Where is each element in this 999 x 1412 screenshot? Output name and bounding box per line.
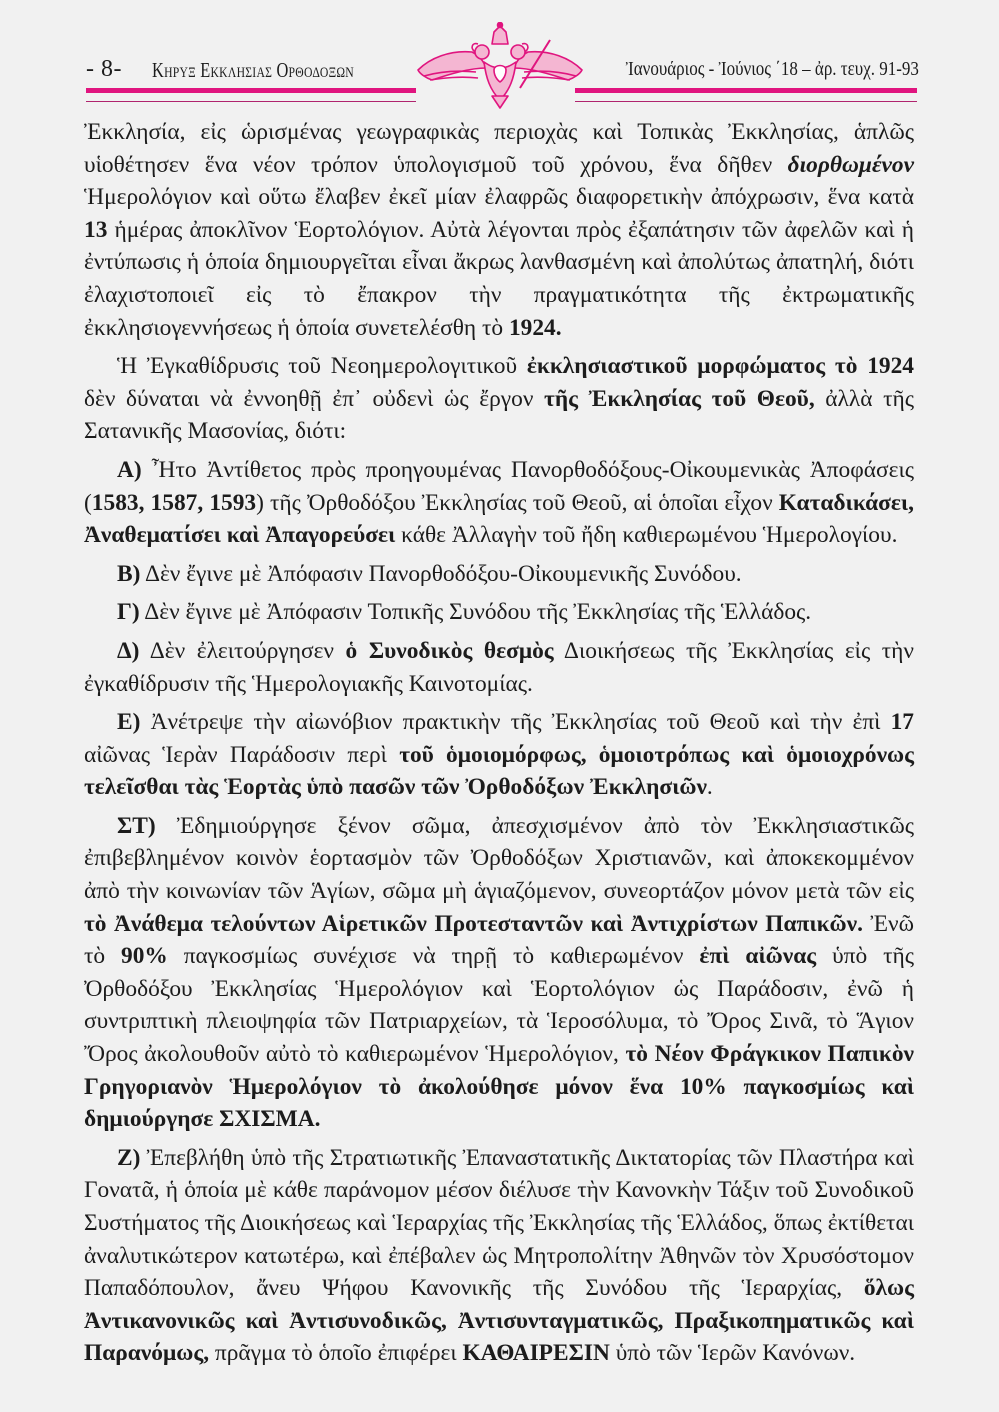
paragraph <box>84 810 914 1136</box>
bold-text: ἐπὶ αἰῶνας <box>699 943 817 970</box>
bold-text: ὅλως Ἀντικανονικῶς καὶ Ἀντισυνοδικῶς, Ἀντισυνταγματικῶς, Πραξικοπηματικῶς καὶ Παρανόμως, <box>84 1275 914 1367</box>
bold-italic-text: διορθωμένον <box>787 151 914 178</box>
bold-text: τῆς Ἐκκλησίας τοῦ Θεοῦ, <box>544 385 815 412</box>
text-run: ἡμέρας ἀποκλῖνον Ἑορτολόγιον. Αὐτὰ λέγονται πρὸς ἐξαπάτησιν τῶν ἀφελῶν καὶ ἡ ἐντύπωσις ἡ ὁποία δημιουργεῖται εἶναι ἄκρως λανθασμένη καὶ ἀπολύτως ἀπατηλή, διότι ἐλαχιστοποιεῖ εἰς τὸ ἔπακρον τὴν πραγματικότητα τῆς ἐκτρωματικῆς ἐκκλησιογεννήσεως ἡ ὁποία συνετελέσθη τὸ <box>84 216 914 341</box>
bold-text: ὁ Συνοδικὸς θεσμὸς <box>345 637 554 664</box>
text-run: ἀλλὰ τῆς Σατανικῆς Μασονίας, διότι: <box>84 385 914 445</box>
paragraph <box>84 350 914 448</box>
bold-text: 1924. <box>508 314 562 341</box>
text-run: Ἦτο Ἀντίθετος πρὸς προηγουμένας Πανορθοδόξους-Οἰκουμενικὰς Ἀποφάσεις ( <box>84 456 914 516</box>
text-run: Διοικήσεως τῆς Ἐκκλησίας εἰς τὴν ἐγκαθίδρυσιν τῆς Ἡμερολογιακῆς Καινοτομίας. <box>84 637 914 697</box>
text-run: Ἐνῶ τὸ <box>84 910 914 970</box>
text-run: Ἀνέτρεψε τὴν αἰωνόβιον πρακτικὴν τῆς Ἐκκλησίας τοῦ Θεοῦ καὶ τὴν ἐπὶ <box>140 709 891 736</box>
bold-text: Καταδικάσει, Ἀναθεματίσει καὶ Ἀπαγορεύσει <box>84 489 914 549</box>
text-run: Ἡμερολόγιον καὶ οὕτω ἔλαβεν ἐκεῖ μίαν ἐλαφρῶς διαφορετικὴν ἀπόχρωσιν, ἕνα κατὰ <box>84 184 914 211</box>
header-thin-rule-left <box>86 101 416 102</box>
text-run: κάθε Ἀλλαγὴν τοῦ ἤδη καθιερωμένου Ἡμερολογίου. <box>395 522 898 549</box>
bold-text: 17 <box>890 709 914 736</box>
article-body <box>84 116 914 1376</box>
bold-text: τὸ Νέον Φράγκικον Παπικὸν Γρηγοριανὸν Ἡμερολόγιον τὸ ἀκολούθησε μόνον ἕνα 10% παγκοσμίως καὶ δημιούργησε ΣΧΙΣΜΑ. <box>84 1041 914 1133</box>
page-header <box>0 0 999 115</box>
issue-info: Ἰανουάριος - Ἰούνιος ΄18 – ἀρ. τευχ. 91-93 <box>625 58 919 80</box>
text-run: ὑπὸ τῶν Ἱερῶν Κανόνων. <box>609 1340 856 1367</box>
text-run: ὑπὸ τῆς Ὀρθοδόξου Ἐκκλησίας Ἡμερολόγιον καὶ Ἑορτολόγιον ὡς Παράδοσιν, ἐνῶ ἡ συντριπτικὴ πλειοψηφία τῶν Πατριαρχείων, τὰ Ἱεροσόλυμα, τὸ Ὄρος Σινᾶ, τὸ Ἅγιον Ὄρος ἀκολουθοῦν αὐτὸ τὸ καθιερωμένον Ἡμερολόγιον, <box>84 943 914 1068</box>
bold-text: 1583, 1587, 1593 <box>91 489 257 516</box>
header-rule-left <box>86 88 416 93</box>
text-run: δὲν δύναται νὰ ἐννοηθῇ ἐπ᾽ οὐδενὶ ὡς ἔργον <box>84 385 545 412</box>
text-run: αἰῶνας Ἱερὰν Παράδοσιν περὶ <box>84 741 400 768</box>
text-run: πρᾶγμα τὸ ὁποῖο ἐπιφέρει <box>209 1340 463 1367</box>
double-headed-eagle-icon <box>410 22 590 110</box>
bold-text: ΚΑΘΑΙΡΕΣΙΝ <box>462 1340 610 1367</box>
bold-text: Β) <box>117 560 141 587</box>
text-run: Δὲν ἐλειτούργησεν <box>139 637 346 664</box>
bold-text: 90% <box>121 943 168 970</box>
bold-text: Δ) <box>117 637 140 664</box>
paragraph <box>84 635 914 700</box>
paragraph <box>84 558 914 591</box>
bold-text: τοῦ ὁμοιομόρφως, ὁμοιοτρόπως καὶ ὁμοιοχρόνως τελεῖσθαι τὰς Ἑορτὰς ὑπὸ πασῶν τῶν Ὀρθοδόξων Ἐκκλησιῶν <box>84 741 915 801</box>
bold-text: Ε) <box>117 709 141 736</box>
bold-text: Γ) <box>117 599 140 626</box>
paragraph <box>84 596 914 629</box>
paragraph <box>84 454 914 552</box>
bold-text: ΣΤ) <box>117 812 156 839</box>
header-rule-right <box>575 88 917 93</box>
text-run: ) τῆς Ὀρθοδόξου Ἐκκλησίας τοῦ Θεοῦ, αἱ ὁποῖαι εἶχον <box>256 489 779 516</box>
bold-text: τὸ Ἀνάθεμα τελούντων Αἱρετικῶν Προτεσταντῶν καὶ Ἀντιχρίστων Παπικῶν. <box>84 910 863 937</box>
text-run: Ἐδημιούργησε ξένον σῶμα, ἀπεσχισμένον ἀπὸ τὸν Ἐκκλησιαστικῶς ἐπιβεβλημένον κοινὸν ἑορτασμὸν τῶν Ὀρθοδόξων Χριστιανῶν, καὶ ἀποκεκομμένον ἀπὸ τὴν κοινωνίαν τῶν Ἁγίων, σῶμα μὴ ἁγιαζόμενον, συνεορτάζον μόνον μετὰ τῶν εἰς <box>84 812 914 905</box>
bold-text: ἐκκλησιαστικοῦ μορφώματος τὸ 1924 <box>526 353 914 380</box>
text-run: Ἐκκλησία, εἰς ὡρισμένας γεωγραφικὰς περιοχὰς καὶ Τοπικὰς Ἐκκλησίας, ἁπλῶς υἱοθέτησεν ἕνα νέον τρόπον ὑπολογισμοῦ τοῦ χρόνου, ἕνα δῆθεν <box>84 119 914 178</box>
bold-text: 13 <box>84 216 108 243</box>
journal-title: Κηρυξ Εκκλησιας Ορθοδοξων <box>152 58 354 82</box>
text-run: Δὲν ἔγινε μὲ Ἀπόφασιν Πανορθοδόξου-Οἰκουμενικῆς Συνόδου. <box>140 560 742 587</box>
bold-text: Α) <box>117 456 142 483</box>
bold-text: Ζ) <box>117 1144 141 1171</box>
text-run: παγκοσμίως συνέχισε νὰ τηρῇ τὸ καθιερωμένον <box>167 943 700 970</box>
paragraph <box>84 116 914 344</box>
text-run: Ἐπεβλήθη ὑπὸ τῆς Στρατιωτικῆς Ἐπαναστατικῆς Δικτατορίας τῶν Πλαστήρα καὶ Γονατᾶ, ἡ ὁποία μὲ κάθε παράνομον μέσον διέλυσε τὴν Κανονκὴν Τάξιν τοῦ Συνοδικοῦ Συστήματος τῆς Διοικήσεως καὶ Ἱεραρχίας τῆς Ἐκκλησίας τῆς Ἑλλάδος, ὅπως ἐκτίθεται ἀναλυτικώτερον κατωτέρω, καὶ ἐπέβαλεν ὡς Μητροπολίτην Ἀθηνῶν τὸν Χρυσόστομον Παπαδόπουλον, ἄνευ Ψήφου Κανονικῆς τῆς Συνόδου τῆς Ἱεραρχίας, <box>84 1144 914 1302</box>
page-number: - 8- <box>86 56 122 82</box>
header-thin-rule-right <box>575 101 917 102</box>
text-run: Δὲν ἔγινε μὲ Ἀπόφασιν Τοπικῆς Συνόδου τῆς Ἐκκλησίας τῆς Ἑλλάδος. <box>139 599 812 626</box>
paragraph <box>84 1142 914 1370</box>
text-run: Ἡ Ἐγκαθίδρυσις τοῦ Νεοημερολογιτικοῦ <box>117 353 527 380</box>
text-run: . <box>706 774 713 801</box>
paragraph <box>84 706 914 804</box>
